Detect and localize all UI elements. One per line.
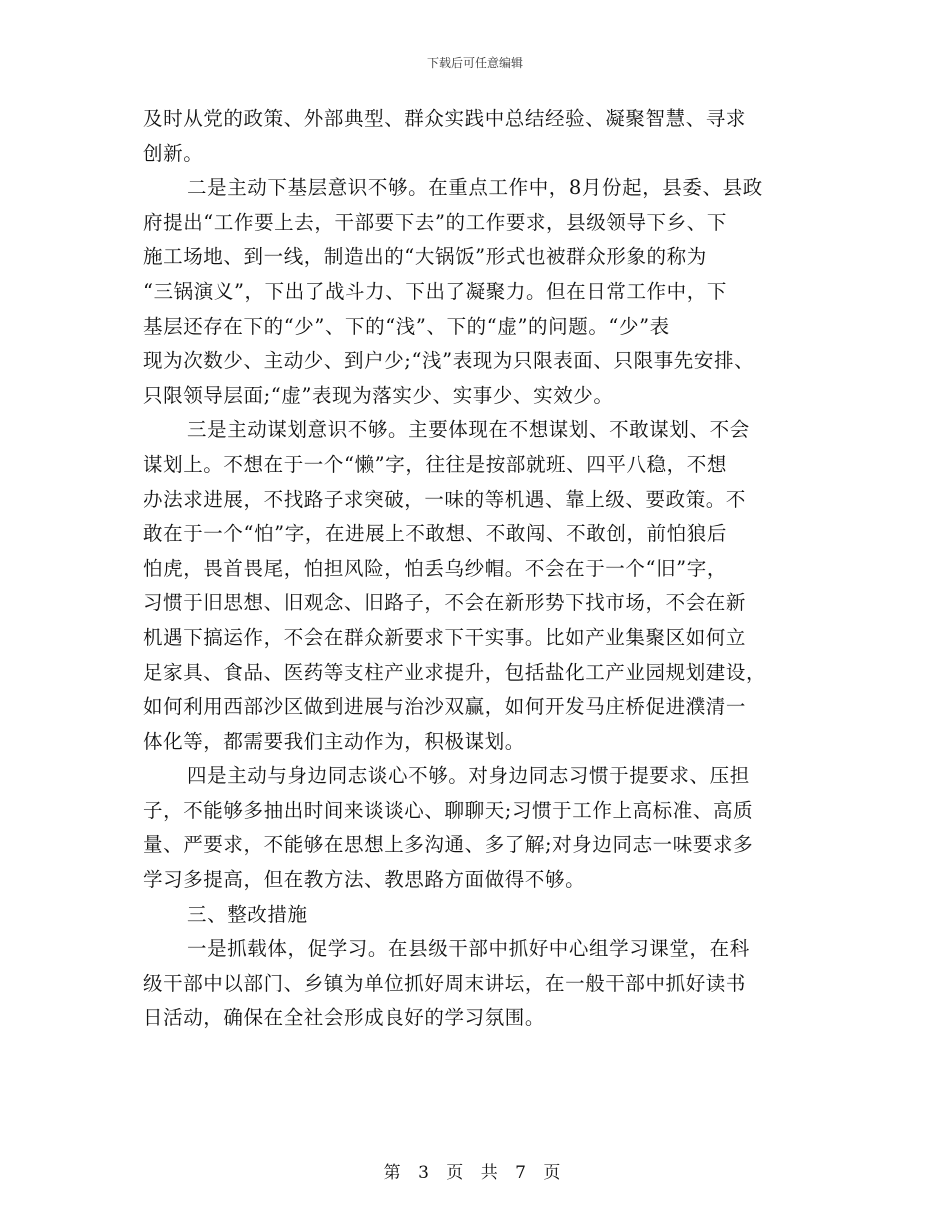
text-line: 足家具、食品、医药等支柱产业求提升，包括盐化工产业园规划建设， [143, 660, 767, 684]
text-line: 及时从党的政策、外部典型、群众实践中总结经验、凝聚智慧、寻求 [143, 107, 747, 130]
text-line: 一是抓载体，促学习。在县级干部中抓好中心组学习课堂，在科 [187, 937, 750, 961]
text-line: 施工场地、到一线，制造出的“大锅饭”形式也被群众形象的称为 [143, 245, 707, 269]
text-line: 四是主动与身边同志谈心不够。对身边同志习惯于提要求、压担 [187, 764, 750, 788]
text-line: 基层还存在下的“少”、下的“浅”、下的“虚”的问题。“少”表 [143, 314, 670, 338]
text-line: 如何利用西部沙区做到进展与治沙双赢，如何开发马庄桥促进濮清一 [143, 695, 747, 719]
page-header: 下载后可任意编辑 [426, 56, 523, 70]
text-line: 习惯于旧思想、旧观念、旧路子，不会在新形势下找市场，不会在新 [143, 591, 747, 615]
text-line: 三、整改措施 [187, 902, 308, 926]
text-line: 子，不能够多抽出时间来谈谈心、聊聊天;习惯于工作上高标准、高质 [143, 798, 754, 822]
text-line: 学习多提高，但在教方法、教思路方面做得不够。 [143, 868, 586, 892]
text-line: 体化等，都需要我们主动作为，积极谋划。 [143, 729, 525, 753]
text-line: 府提出“工作要上去，干部要下去”的工作要求，县级领导下乡、下 [143, 210, 727, 234]
text-line: 敢在于一个“怕”字，在进展上不敢想、不敢闯、不敢创，前怕狼后 [143, 522, 727, 546]
text-line: 日活动，确保在全社会形成良好的学习氛围。 [143, 1006, 546, 1030]
text-line: 机遇下搞运作，不会在群众新要求下干实事。比如产业集聚区如何立 [143, 625, 747, 649]
text-line: 谋划上。不想在于一个“懒”字，往往是按部就班、四平八稳，不想 [143, 452, 727, 476]
text-line: 现为次数少、主动少、到户少;“浅”表现为只限表面、只限事先安排、 [143, 349, 755, 373]
text-line: 办法求进展，不找路子求突破，一味的等机遇、靠上级、要政策。不 [143, 487, 747, 511]
page-footer: 第 3 页 共 7 页 [383, 1163, 567, 1183]
text-line: 创新。 [143, 141, 204, 165]
text-line: 三是主动谋划意识不够。主要体现在不想谋划、不敢谋划、不会 [187, 418, 750, 442]
text-line: 怕虎，畏首畏尾，怕担风险，怕丢乌纱帽。不会在于一个“旧”字， [143, 556, 727, 580]
text-line: 量、严要求，不能够在思想上多沟通、多了解;对身边同志一味要求多 [143, 833, 754, 857]
text-line: 级干部中以部门、乡镇为单位抓好周末讲坛，在一般干部中抓好读书 [143, 971, 747, 995]
text-line: 二是主动下基层意识不够。在重点工作中，8月份起，县委、县政 [187, 176, 763, 200]
text-line: 只限领导层面;“虚”表现为落实少、实事少、实效少。 [143, 383, 614, 407]
text-line: “三锅演义”，下出了战斗力、下出了凝聚力。但在日常工作中，下 [143, 279, 727, 303]
body-text [143, 102, 823, 1036]
